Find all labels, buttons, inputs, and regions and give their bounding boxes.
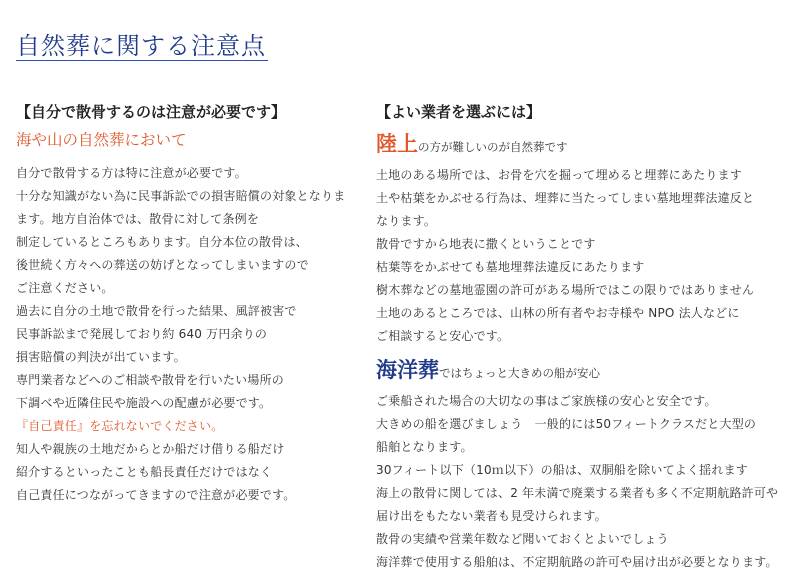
sea-subheading <box>376 354 786 386</box>
left-line: 後世続く方々への葬送の妨げとなってしまいますので <box>16 258 309 272</box>
land-subheading <box>376 128 786 160</box>
title-underline <box>16 60 268 61</box>
sea-body <box>376 390 786 574</box>
left-line: ご注意ください。 <box>16 281 114 295</box>
self-scattering-section <box>16 100 361 507</box>
right-heading: 【よい業者を選ぶには】 <box>376 103 542 121</box>
left-line: 知人や親族の土地だからとか船だけ借りる船だけ <box>16 442 285 456</box>
land-body <box>376 164 786 348</box>
left-line: 下調べや近隣住民や施設への配慮が必要です。 <box>16 396 272 410</box>
land-line: 土地のあるところでは、山林の所有者やお寺様や NPO 法人などに <box>376 306 740 320</box>
sea-line: 届け出をもたない業者も見受けられます。 <box>376 509 607 523</box>
left-line: ます。地方自治体では、散骨に対して条例を <box>16 212 260 226</box>
left-body <box>16 162 361 507</box>
page-title: 自然葬に関する注意点 <box>16 32 266 60</box>
sea-line: 大きめの船を選びましょう 一般的には50フィートクラスだと大型の <box>376 417 757 431</box>
sea-title: 海洋葬 <box>376 358 439 382</box>
left-line: 紹介するといったことも船長責任だけではなく <box>16 465 273 479</box>
left-line: 十分な知識がない為に民事訴訟での損害賠償の対象となりま <box>16 189 346 203</box>
land-line: 散骨ですから地表に撒くということです <box>376 237 596 251</box>
sea-line: 船舶となります。 <box>376 440 473 454</box>
land-line: 枯葉等をかぶせても墓地埋葬法違反にあたります <box>376 260 645 274</box>
left-subheading: 海や山の自然葬において <box>16 131 187 149</box>
sea-line: 30フィート以下（10ｍ以下）の船は、双胴船を除いてよく揺れます <box>376 463 748 477</box>
land-line: なります。 <box>376 214 437 228</box>
left-line: 自己責任につながってきますので注意が必要です。 <box>16 488 296 502</box>
left-line: 制定しているところもあります。自分本位の散骨は、 <box>16 235 308 249</box>
left-line: 過去に自分の土地で散骨を行った結果、風評被害で <box>16 304 297 318</box>
sea-line: ご乗船された場合の大切なの事はご家族様の安心と安全です。 <box>376 394 717 408</box>
left-line: 損害賠償の判決が出ています。 <box>16 350 186 364</box>
land-line: 樹木葬などの墓地霊園の許可がある場所ではこの限りではありません <box>376 283 755 297</box>
land-caption: の方が難しいのが自然葬です <box>418 140 568 154</box>
land-line: ご相談すると安心です。 <box>376 329 510 343</box>
left-heading: 【自分で散骨するのは注意が必要です】 <box>16 103 287 121</box>
sea-caption: ではちょっと大きめの船が安心 <box>439 366 600 380</box>
land-line: 土地のある場所では、お骨を穴を掘って埋めると埋葬にあたります <box>376 168 743 182</box>
left-line: 自分で散骨する方は特に注意が必要です。 <box>16 166 247 180</box>
land-title: 陸上 <box>376 132 418 156</box>
left-line: 専門業者などへのご相談や散骨を行いたい場所の <box>16 373 284 387</box>
self-responsibility-line: 『自己責任』を忘れないでください。 <box>16 419 224 433</box>
sea-line: 散骨の実績や営業年数など聞いておくとよいでしょう <box>376 532 669 546</box>
sea-line: 海上の散骨に関しては、2 年未満で廃業する業者も多く不定期航路許可や <box>376 486 779 500</box>
land-line: 土や枯葉をかぶせる行為は、埋葬に当たってしまい墓地埋葬法違反と <box>376 191 755 205</box>
left-line: 民事訴訟まで発展しており約 640 万円余りの <box>16 327 268 341</box>
sea-line: 海洋葬で使用する船舶は、不定期航路の許可や届け出が必要となります。 <box>376 555 778 569</box>
choosing-provider-section <box>376 100 786 574</box>
